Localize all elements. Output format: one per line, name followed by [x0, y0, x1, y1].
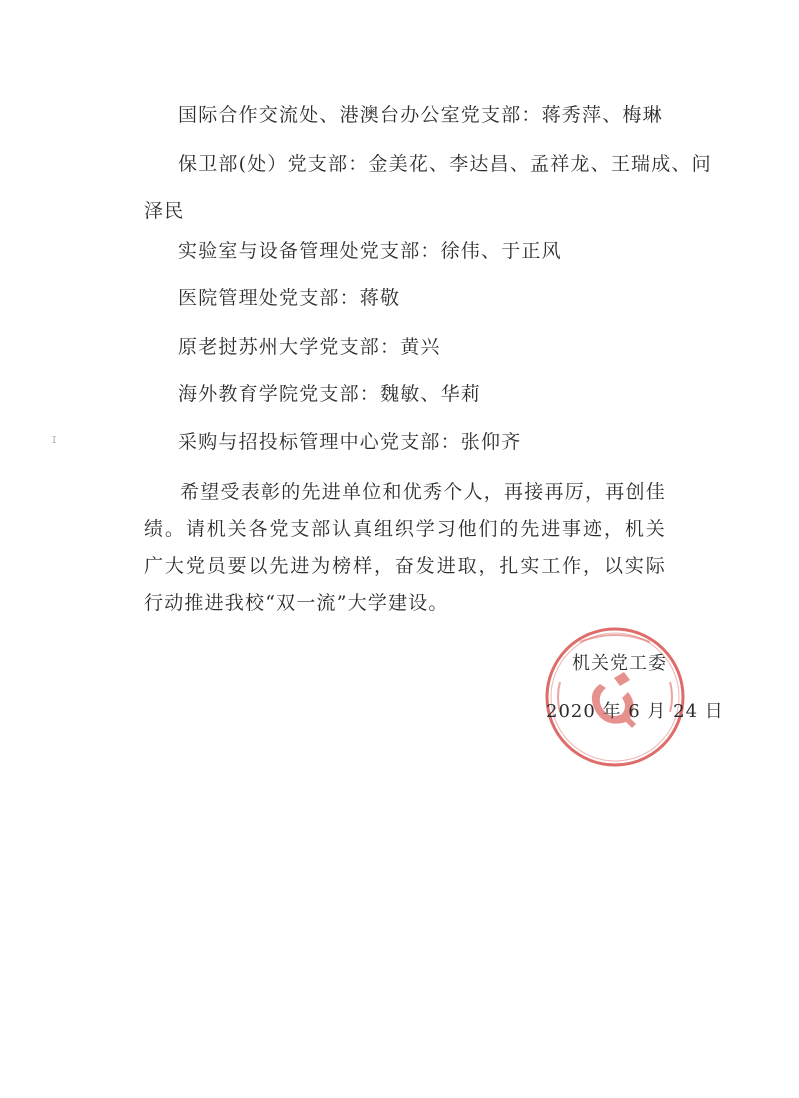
- commendation-line-5: 原老挝苏州大学党支部：黄兴: [178, 336, 441, 358]
- commendation-line-2-cont: 泽民: [144, 200, 185, 222]
- commendation-line-6: 海外教育学院党支部：魏敏、华莉: [178, 383, 482, 405]
- commendation-line-4: 医院管理处党支部：蒋敬: [178, 287, 401, 309]
- signature-date: 2020 年 6 月 24 日: [546, 701, 724, 722]
- closing-paragraph: 希望受表彰的先进单位和优秀个人，再接再厉，再创佳绩。请机关各党支部认真组织学习他们的先进事迹，机关广大党员要以先进为榜样，奋发进取，扎实工作，以实际行动推进我校“双一流”大学建设。: [144, 481, 666, 614]
- commendation-line-1: 国际合作交流处、港澳台办公室党支部：蒋秀萍、梅琳: [178, 104, 663, 126]
- scan-artifact: ɪ: [52, 432, 57, 446]
- commendation-line-7: 采购与招投标管理中心党支部：张仰齐: [178, 431, 522, 453]
- commendation-line-3: 实验室与设备管理处党支部：徐伟、于正风: [178, 240, 562, 262]
- commendation-line-2: 保卫部(处）党支部：金美花、李达昌、孟祥龙、王瑞成、问: [178, 153, 712, 175]
- signature-org: 机关党工委: [572, 653, 667, 674]
